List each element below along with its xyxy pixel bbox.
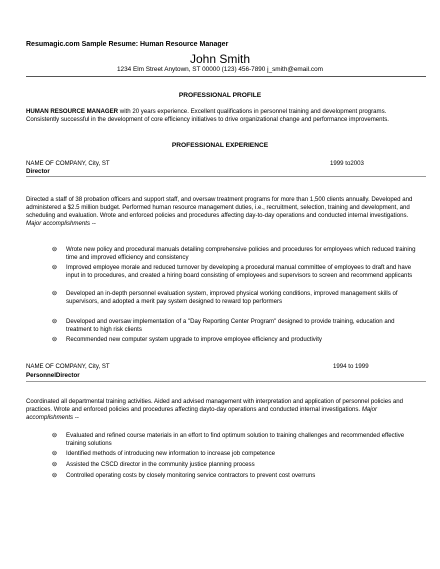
- job-company: NAME OF COMPANY, City, ST: [26, 363, 110, 370]
- job-company: NAME OF COMPANY, City, ST: [26, 160, 110, 167]
- profile-text: with 20 years experience. Excellent qualifications in personnel training and development programs. Consistently successful in the development of core efficiency initiatives to drive organizational change and performance improvements.: [26, 108, 389, 123]
- accomplishments-label: Major accomplishments --: [26, 406, 378, 421]
- target-bullet-icon: ⊚: [51, 450, 58, 457]
- profile-paragraph: [26, 108, 418, 124]
- job-title: PersonnelDirector: [26, 372, 80, 379]
- accomplishments-label: Major accomplishments --: [26, 220, 96, 227]
- target-bullet-icon: ⊚: [51, 264, 58, 271]
- job-title: Director: [26, 168, 50, 175]
- profile-heading: PROFESSIONAL PROFILE: [178, 92, 262, 99]
- experience-heading: PROFESSIONAL EXPERIENCE: [171, 142, 269, 149]
- target-bullet-icon: ⊚: [51, 461, 58, 468]
- target-bullet-icon: ⊚: [51, 472, 58, 479]
- target-bullet-icon: ⊚: [51, 432, 58, 439]
- list-item: Developed an in-depth personnel evaluation system, improved physical working conditions, improved management skills of supervisors, and adopted a merit pay system designed to reward top performers: [66, 290, 398, 305]
- list-item: Controlled operating costs by closely monitoring service contractors to prevent cost overruns: [66, 472, 316, 479]
- target-bullet-icon: ⊚: [51, 336, 58, 343]
- list-item: Developed and oversaw implementation of a "Day Reporting Center Program" designed to provide training, education and treatment to high risk clients: [66, 318, 395, 333]
- contact-line: 1234 Elm Street Anytown, ST 00000 (123) 456-7890 j_smith@email.com: [116, 66, 323, 73]
- target-bullet-icon: ⊚: [51, 246, 58, 253]
- target-bullet-icon: ⊚: [51, 318, 58, 325]
- list-item: Assisted the CSCD director in the community justice planning process: [66, 461, 255, 468]
- list-item: Wrote new policy and procedural manuals detailing comprehensive policies and procedures for employees which reduced training time and improved efficiency and consistency: [66, 246, 416, 261]
- header-divider: [26, 76, 426, 77]
- job-divider: [26, 176, 426, 177]
- job-summary: [26, 196, 418, 228]
- list-item: Improved employee morale and reduced turnover by developing a procedural manual committee of employees to draft and have input in to procedures, and created a hiring board consisting of employees and supervisors to screen and recommend applicants: [66, 264, 413, 279]
- list-item: Evaluated and refined course materials in an effort to find optimum solution to training challenges and recommended effective training solutions: [66, 432, 405, 447]
- job-summary: [26, 398, 418, 422]
- job-summary-text: Coordinated all departmental training activities. Aided and advised management with interpretation and application of personnel policies and practices. Wrote and enforced policies and procedures affecting dayto-day operations and conducted internal investigations.: [26, 398, 404, 413]
- job-years: 1999 to2003: [330, 160, 364, 167]
- profile-lead: HUMAN RESOURCE MANAGER: [26, 108, 119, 115]
- list-item: Recommended new computer system upgrade to improve employee efficiency and productivity: [66, 336, 322, 343]
- job-summary-text: Directed a staff of 38 probation officers and support staff, and oversaw treatment programs for more than 1,500 clients annually. Developed and administered a $2.5 million budget. Performed human resource management duties, i.e., recruitment, selection, training and development, and scheduling and evaluation. Wrote and enforced policies and procedures affecting day-to-day operations and conducted internal investigations.: [26, 196, 413, 219]
- candidate-name: John Smith: [189, 52, 251, 66]
- resume-source-label: Resumagic.com Sample Resume: Human Resource Manager: [26, 41, 229, 48]
- target-bullet-icon: ⊚: [51, 290, 58, 297]
- job-years: 1994 to 1999: [333, 363, 369, 370]
- job-divider: [26, 381, 426, 382]
- list-item: Identified methods of introducing new information to increase job competence: [66, 450, 276, 457]
